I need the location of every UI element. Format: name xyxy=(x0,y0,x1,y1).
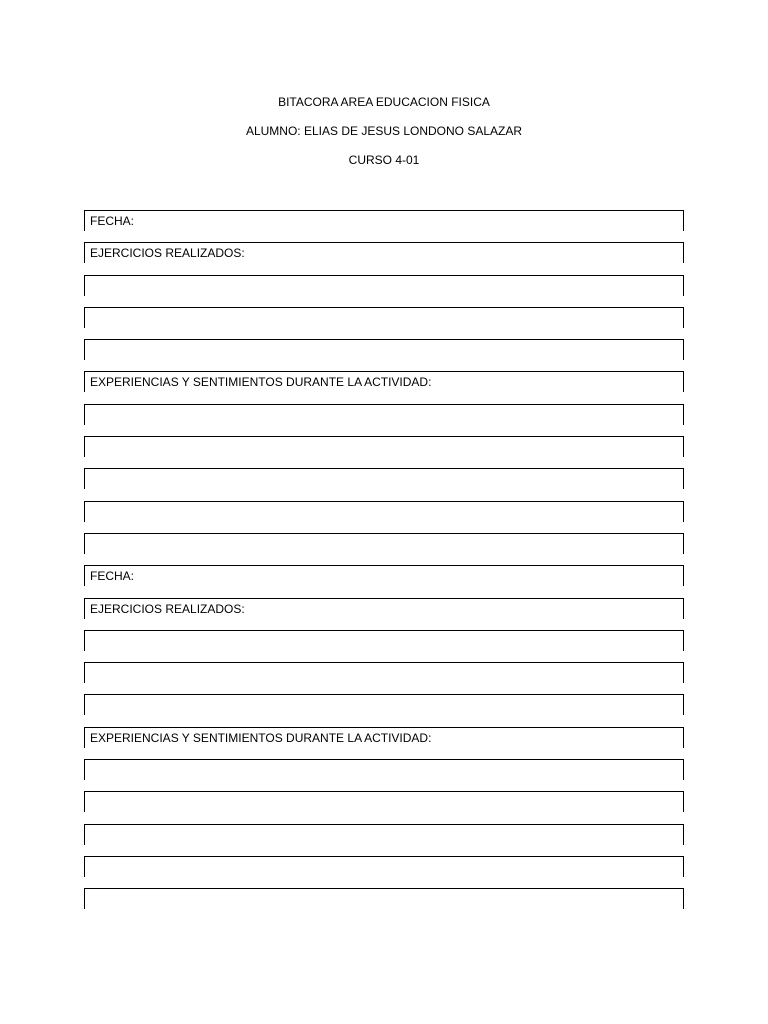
form-row-blank xyxy=(84,759,684,780)
form-row-date xyxy=(84,565,684,586)
row-label: EXPERIENCIAS Y SENTIMIENTOS DURANTE LA ACTIVIDAD: xyxy=(90,730,432,745)
form-row-blank xyxy=(84,888,684,909)
form-row-blank xyxy=(84,533,684,554)
form-row-blank xyxy=(84,694,684,715)
form-row-blank xyxy=(84,468,684,489)
form-row-experiences xyxy=(84,727,684,748)
row-label: EJERCICIOS REALIZADOS: xyxy=(90,246,245,261)
form-row-blank xyxy=(84,307,684,328)
form-row-date xyxy=(84,210,684,231)
form-row-blank xyxy=(84,275,684,296)
form-row-blank xyxy=(84,856,684,877)
form-row-blank xyxy=(84,824,684,845)
course-label: CURSO 4-01 xyxy=(348,153,420,167)
row-label: FECHA: xyxy=(90,569,135,584)
form-row-blank xyxy=(84,501,684,522)
form-row-blank xyxy=(84,404,684,425)
form-row-exercises xyxy=(84,242,684,263)
row-label: FECHA: xyxy=(90,214,135,228)
row-label: EJERCICIOS REALIZADOS: xyxy=(90,601,245,616)
form-row-exercises xyxy=(84,598,684,619)
student-name: ALUMNO: ELIAS DE JESUS LONDONO SALAZAR xyxy=(245,124,523,138)
form-row-blank xyxy=(84,436,684,457)
row-label: EXPERIENCIAS Y SENTIMIENTOS DURANTE LA ACTIVIDAD: xyxy=(90,375,432,390)
document-title: BITACORA AREA EDUCACION FISICA xyxy=(278,95,490,109)
form-row-experiences xyxy=(84,371,684,392)
form-row-blank xyxy=(84,662,684,683)
form-row-blank xyxy=(84,630,684,651)
form-row-blank xyxy=(84,791,684,812)
form-row-blank xyxy=(84,339,684,360)
log-form xyxy=(84,210,684,921)
